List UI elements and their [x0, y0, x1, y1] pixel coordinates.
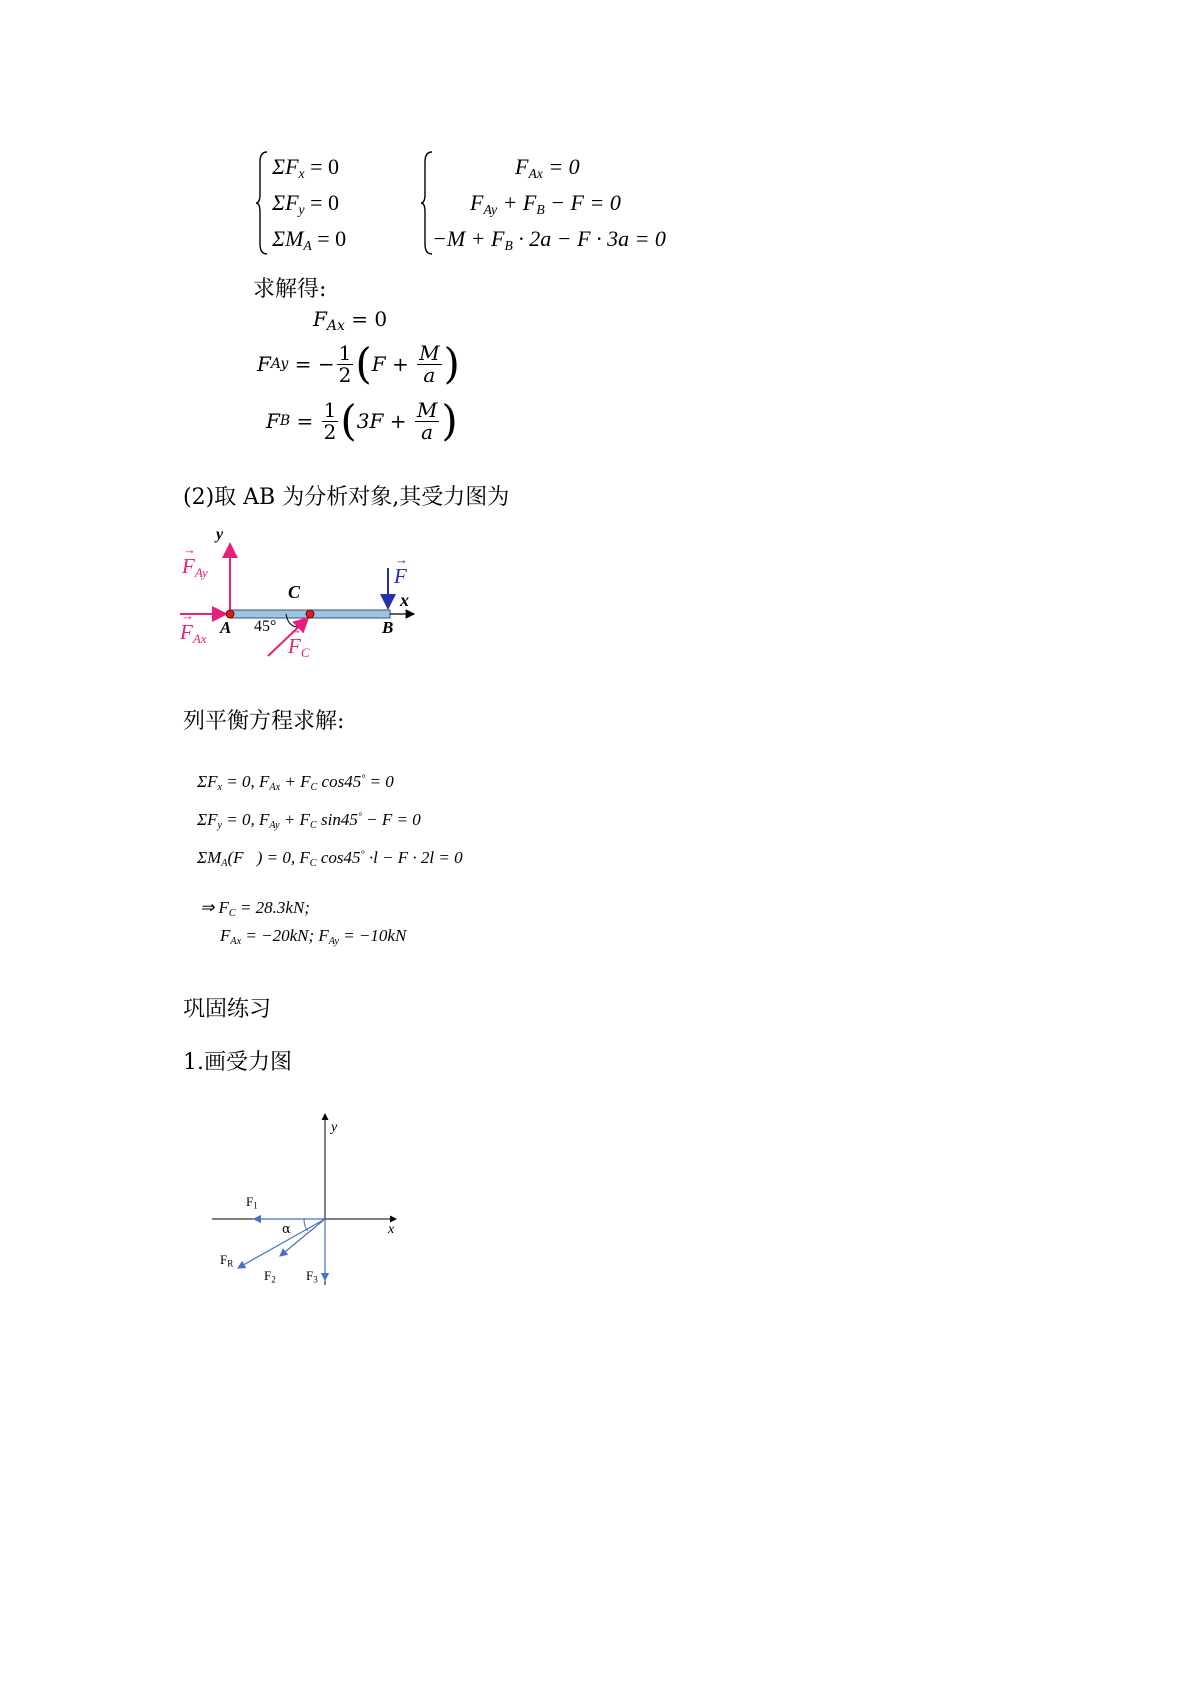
left-brace — [255, 150, 269, 256]
equilibrium-eq-fx: $\Sigma F_x = 0$, $F_{Ax} + F_C$ cos45° = 0 — [197, 772, 394, 794]
label-force-f: F → — [394, 552, 408, 588]
equation-moment: $-M + F_B \cdot 2a - F \cdot 3a = 0$ — [432, 226, 666, 254]
step2-text: (2)取 AB 为分析对象,其受力图为 — [183, 485, 510, 510]
fbd-beam-ab — [170, 526, 430, 670]
label-x-axis: x — [400, 590, 409, 610]
solve-label: 求解得: — [253, 277, 327, 302]
solution-fb: F B = $\frac{1}{2}$ ( 3F + $\frac{M}{a}$ ) — [266, 396, 458, 445]
fbd-force-vectors — [200, 1110, 420, 1300]
equation-sum-fy: $\Sigma F_y = 0$ — [272, 190, 339, 218]
label-y-axis: y — [216, 526, 224, 543]
label-b: B — [382, 618, 394, 637]
result-fax-fay: $F_{Ax} = -20kN$; $F_{Ay} = -10kN$ — [220, 926, 407, 948]
label-force-ay: F → $_{Ay}$ — [182, 542, 208, 580]
pin-a — [226, 610, 234, 618]
practice-title: 巩固练习 — [183, 997, 272, 1022]
label-angle-45: 45° — [254, 618, 277, 635]
equilibrium-label: 列平衡方程求解: — [183, 709, 345, 734]
label-fr: $F_R$ — [220, 1252, 234, 1269]
equilibrium-eq-moment: $\Sigma M_A(F⃗) = 0$, $F_C$ cos45° ·l − F · 2l = 0 — [197, 848, 463, 870]
solution-fay: F Ay = − $\frac{1}{2}$ ( F + $\frac{M}{a}$ ) — [257, 339, 460, 388]
label-force-ax: F → $_{Ax}$ — [180, 608, 207, 646]
equation-sum-ma: $\Sigma M_A = 0$ — [272, 226, 347, 254]
label-alpha: α — [282, 1222, 291, 1237]
practice-item-1: 1.画受力图 — [183, 1050, 292, 1075]
equilibrium-eq-fy: $\Sigma F_y = 0$, $F_{Ay} + F_C$ sin45° − F = 0 — [197, 810, 421, 832]
label-a: A — [220, 618, 232, 637]
equation-fax-zero: $F_{Ax} = 0$ — [515, 154, 580, 182]
label-y-axis-2: y — [331, 1120, 338, 1135]
label-f3: $F_3$ — [306, 1268, 318, 1285]
pin-c — [306, 610, 314, 618]
equation-fay-fb: $F_{Ay} + F_B - F = 0$ — [470, 190, 621, 218]
label-c: C — [288, 582, 301, 602]
label-force-c: F → $_C$ — [288, 622, 310, 660]
label-f2: $F_2$ — [264, 1268, 276, 1285]
label-x-axis-2: x — [388, 1222, 395, 1237]
label-f1: $F_1$ — [246, 1194, 258, 1211]
solution-fax: $F_{Ax} = 0$ — [313, 307, 388, 335]
equation-sum-fx: $\Sigma F_x = 0$ — [272, 154, 339, 182]
result-fc: ⇒ $F_C = 28.3kN$; — [200, 898, 310, 920]
